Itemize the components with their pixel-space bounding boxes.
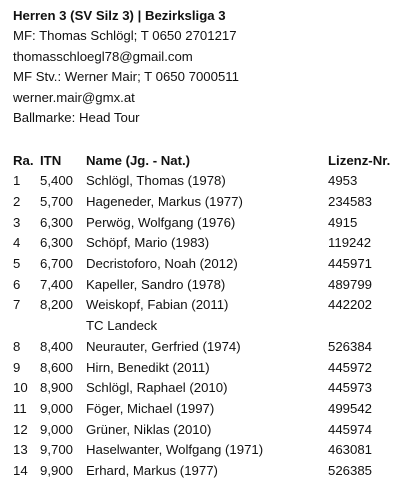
name-cell: Grüner, Niklas (2010) [86, 421, 212, 437]
itn-header: ITN [40, 152, 62, 168]
table-row [13, 378, 403, 399]
name-cell: Perwög, Wolfgang (1976) [86, 214, 236, 230]
player-table [13, 151, 403, 482]
table-row [13, 337, 403, 358]
itn-cell: 6,300 [40, 214, 74, 230]
license-cell: 489799 [328, 276, 373, 292]
rank-cell: 14 [13, 463, 28, 479]
table-row [13, 399, 403, 420]
rank-cell: 6 [13, 276, 21, 292]
table-row [13, 171, 403, 192]
table-row [13, 233, 403, 254]
name-cell: Schöpf, Mario (1983) [86, 235, 210, 251]
license-cell: 445973 [328, 380, 373, 396]
table-row [13, 295, 403, 336]
rank-cell: 9 [13, 359, 21, 375]
name-cell: Decristoforo, Noah (2012) [86, 256, 238, 272]
itn-cell: 5,400 [40, 173, 74, 189]
rank-cell: 10 [13, 380, 28, 396]
table-row [13, 420, 403, 441]
table-row [13, 213, 403, 234]
itn-cell: 9,900 [40, 463, 74, 479]
license-cell: 445974 [328, 421, 373, 437]
itn-cell: 6,300 [40, 235, 74, 251]
rank-cell: 8 [13, 338, 21, 354]
license-cell: 445972 [328, 359, 373, 375]
license-cell: 526385 [328, 463, 373, 479]
section-spacer [13, 129, 403, 151]
itn-cell: 8,200 [40, 297, 74, 313]
name-cell: Hirn, Benedikt (2011) [86, 359, 210, 375]
table-header-row [13, 151, 403, 172]
rank-cell: 3 [13, 214, 21, 230]
rank-cell: 7 [13, 297, 21, 313]
license-cell: 442202 [328, 297, 373, 313]
rank-cell: 12 [13, 421, 28, 437]
table-row [13, 192, 403, 213]
captain-line: MF: Thomas Schlögl; T 0650 2701217 [13, 28, 237, 43]
table-row [13, 358, 403, 379]
itn-cell: 7,400 [40, 276, 74, 292]
table-row [13, 275, 403, 296]
club-note: TC Landeck [86, 318, 158, 334]
license-cell: 463081 [328, 442, 373, 458]
name-cell: Haselwanter, Wolfgang (1971) [86, 442, 264, 458]
name-cell: Hageneder, Markus (1977) [86, 193, 243, 209]
rank-header: Ra. [13, 152, 34, 168]
itn-cell: 6,700 [40, 256, 74, 272]
license-cell: 499542 [328, 400, 373, 416]
itn-cell: 9,000 [40, 400, 74, 416]
deputy-captain-line: MF Stv.: Werner Mair; T 0650 7000511 [13, 69, 240, 84]
itn-cell: 9,700 [40, 442, 74, 458]
name-cell: Föger, Michael (1997) [86, 400, 215, 416]
itn-cell: 9,000 [40, 421, 74, 437]
rank-cell: 13 [13, 442, 28, 458]
license-cell: 445971 [328, 256, 373, 272]
itn-cell: 5,700 [40, 193, 74, 209]
captain-email: thomasschloegl78@gmail.com [13, 48, 193, 64]
team-roster-document [13, 6, 403, 482]
itn-cell: 8,900 [40, 380, 74, 396]
rank-cell: 5 [13, 256, 21, 272]
name-cell [86, 295, 328, 336]
name-header: Name (Jg. - Nat.) [86, 152, 191, 168]
table-row [13, 254, 403, 275]
deputy-captain-email: werner.mair@gmx.at [13, 89, 135, 105]
table-row [13, 461, 403, 482]
team-title: Herren 3 (SV Silz 3) | Bezirksliga 3 [13, 8, 226, 23]
name-cell: Neurauter, Gerfried (1974) [86, 338, 241, 354]
rank-cell: 2 [13, 193, 21, 209]
itn-cell: 8,600 [40, 359, 74, 375]
license-header: Lizenz-Nr. [328, 152, 391, 168]
player-name: Weiskopf, Fabian (2011) [86, 297, 229, 313]
table-row [13, 440, 403, 461]
name-cell: Kapeller, Sandro (1978) [86, 276, 226, 292]
name-cell: Schlögl, Raphael (2010) [86, 380, 228, 396]
license-cell: 4915 [328, 214, 358, 230]
license-cell: 234583 [328, 193, 373, 209]
license-cell: 4953 [328, 173, 358, 189]
itn-cell: 8,400 [40, 338, 74, 354]
license-cell: 526384 [328, 338, 373, 354]
rank-cell: 4 [13, 235, 21, 251]
rank-cell: 11 [13, 400, 27, 416]
name-cell: Schlögl, Thomas (1978) [86, 173, 226, 189]
license-cell: 119242 [328, 235, 372, 251]
rank-cell: 1 [13, 173, 21, 189]
ball-brand-line: Ballmarke: Head Tour [13, 110, 140, 125]
name-cell: Erhard, Markus (1977) [86, 463, 218, 479]
